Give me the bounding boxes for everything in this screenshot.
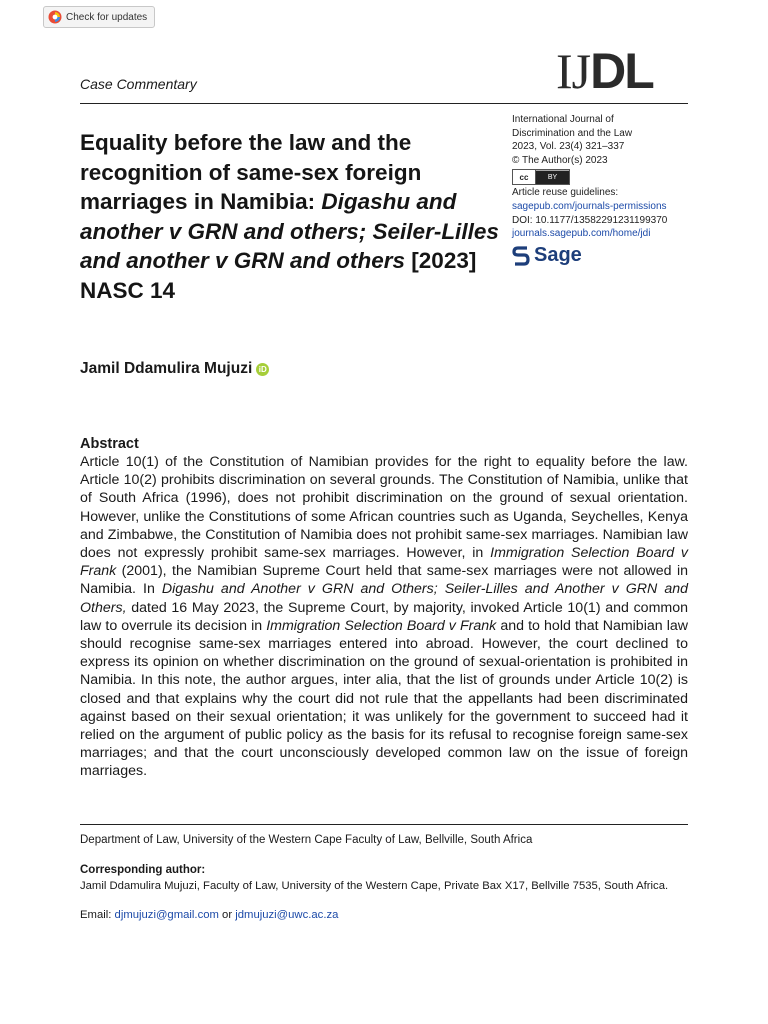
reuse-guidelines-label: Article reuse guidelines: <box>512 187 619 199</box>
abstract-text: dated 16 May 2023, the Supreme Court, by majority, invoked Article 10(1) and common law to overrule its decision in <box>80 599 688 634</box>
cc-by-license-icon[interactable] <box>512 169 570 185</box>
email-separator: or <box>218 909 236 921</box>
journal-name-line1: International Journal of <box>512 114 614 125</box>
title-citation: [2023] NASC 14 <box>80 248 477 303</box>
abstract-body <box>80 453 688 781</box>
journal-homepage-link[interactable]: journals.sagepub.com/home/jdi <box>512 228 651 240</box>
journal-metadata <box>512 113 702 267</box>
updates-icon <box>48 10 62 24</box>
sage-logo[interactable] <box>512 245 702 267</box>
abstract-text: Article 10(1) of the Constitution of Namibian provides for the right to equality before the law. Article 10(2) prohibits discrimination on several grounds. The Constitution of Namibia, unlike that of South Africa (1996), does not prohibit discrimination on the ground of sexual orientation. However, unlike the Constitutions of some African countries such as Uganda, Seychelles, Kenya and Zimbabwe, the Constitution of Namibia does not prohibit same-sex marriages. Namibian law does not expressly prohibit same-sex marriages. However, in <box>80 454 688 562</box>
journal-volume: 2023, Vol. 23(4) 321–337 <box>512 141 625 153</box>
copyright: © The Author(s) 2023 <box>512 154 608 166</box>
abstract-text: (2001), the Namibian Supreme Court held that same-sex marriages were not allowed in Namibia. In <box>80 563 688 598</box>
email-link-2[interactable]: jdmujuzi@uwc.ac.za <box>235 909 339 921</box>
cc-logo: cc <box>513 170 536 184</box>
abstract-case-name: Immigration Selection Board v Frank <box>266 617 497 634</box>
email-line <box>80 909 338 921</box>
check-for-updates-label: Check for updates <box>66 11 148 23</box>
section-label: Case Commentary <box>80 76 197 92</box>
abstract-text: and to hold that Namibian law should recognise same-sex marriages entered into abroad. However, the court declined to express its opinion on whether discrimination on the ground of sexual-orientation is prohibited in Namibia. In this note, the author argues, inter alia, that the list of grounds under Article 10(2) is closed and that explains why the court did not rule that the appellants had been discriminated against based on their sexual orientation; it was unlikely for the government to succeed had it relied on the argument of public policy as the basis for its refusal to recognise foreign same-sex marriages; and that the court unconsciously developed common law on the issue of foreign marriages. <box>80 617 689 780</box>
abstract-heading: Abstract <box>80 436 139 452</box>
journal-name-line2: Discrimination and the Law <box>512 127 633 139</box>
doi: DOI: 10.1177/13582291231199370 <box>512 214 668 226</box>
abstract-case-name: Digashu and Another v GRN and Others; Seiler-Lilles and Another v GRN and Others, <box>80 581 688 616</box>
journal-logo-light: IJ <box>556 43 591 99</box>
header-divider <box>80 103 688 104</box>
abstract-case-name: Immigration Selection Board v Frank <box>80 545 688 580</box>
article-title <box>80 128 500 305</box>
corresponding-author-address: Jamil Ddamulira Mujuzi, Faculty of Law, University of the Western Cape, Private Bax X17, Bellville 7535, South Africa. <box>80 880 669 892</box>
check-for-updates-button[interactable] <box>43 6 155 28</box>
orcid-icon[interactable]: iD <box>256 363 269 376</box>
sage-s-icon <box>512 245 530 267</box>
sage-wordmark: Sage <box>534 243 582 266</box>
author-name[interactable]: Jamil Ddamulira Mujuzi <box>80 360 253 377</box>
reuse-guidelines-link[interactable]: sagepub.com/journals-permissions <box>512 200 667 212</box>
email-label: Email: <box>80 909 115 921</box>
email-link-1[interactable]: djmujuzi@gmail.com <box>114 909 219 921</box>
title-case-name: Digashu and another v GRN and others; Seiler-Lilles and another v GRN and others <box>80 189 499 273</box>
author-line <box>80 360 269 378</box>
journal-logo-bold: DL <box>590 43 653 99</box>
by-logo: BY <box>536 171 569 185</box>
corresponding-author-heading: Corresponding author: <box>80 864 206 876</box>
title-text: Equality before the law and the recognition of same-sex foreign marriages in Namibia: <box>80 130 422 214</box>
author-affiliation: Department of Law, University of the Western Cape Faculty of Law, Bellville, South Africa <box>80 834 533 846</box>
journal-logo <box>556 43 653 99</box>
footer-divider <box>80 824 688 825</box>
